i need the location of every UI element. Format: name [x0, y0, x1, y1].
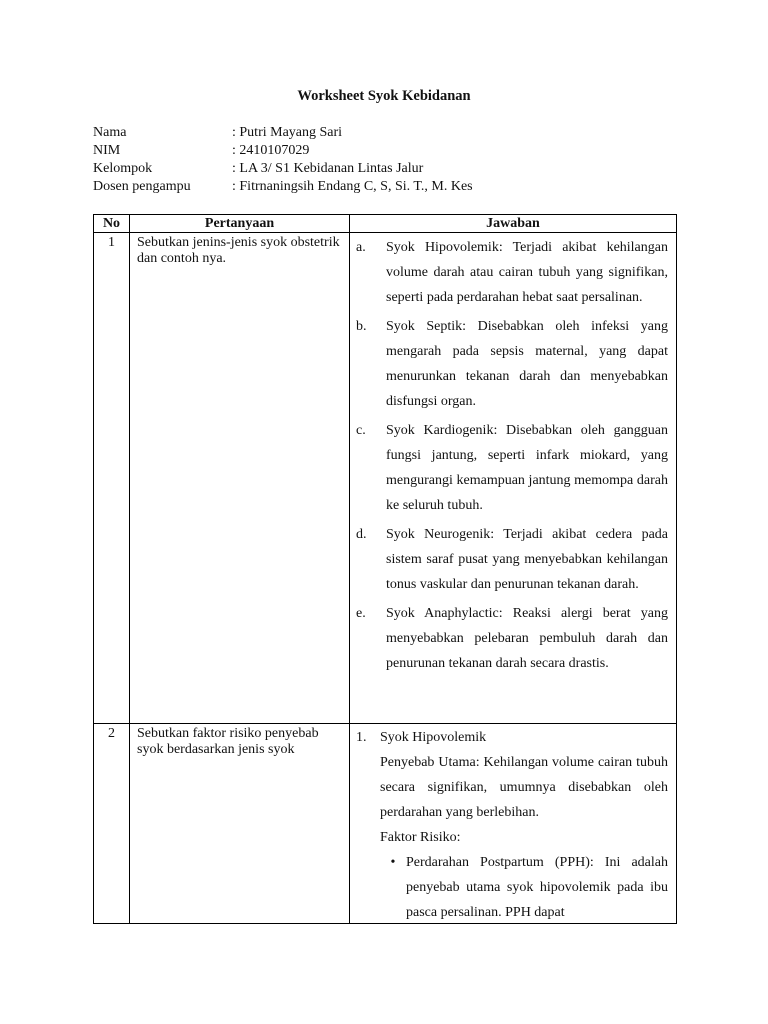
row-number: 1	[94, 233, 130, 724]
info-label: Kelompok	[93, 161, 153, 176]
table-header-row	[94, 215, 677, 233]
table-row	[94, 233, 677, 724]
item-marker: a.	[356, 240, 366, 255]
item-marker: d.	[356, 527, 367, 542]
answer-item	[356, 601, 668, 676]
item-text: Perdarahan Postpartum (PPH): Ini adalah penyebab utama syok hipovolemik pada ibu pasca persalinan. PPH dapat	[406, 855, 668, 920]
worksheet-table	[93, 214, 677, 924]
question-text: Sebutkan jenins-jenis syok obstetrik dan contoh nya.	[130, 233, 350, 724]
info-row-group	[93, 160, 473, 178]
info-value: : 2410107029	[232, 143, 310, 158]
answer-item	[356, 314, 668, 414]
risk-label: Faktor Risiko:	[380, 830, 461, 845]
header-no: No	[94, 215, 130, 233]
item-marker: e.	[356, 606, 366, 621]
item-text: Syok Hipovolemik	[380, 730, 487, 745]
cause-text: Penyebab Utama: Kehilangan volume cairan tubuh secara signifikan, umumnya disebabkan oleh perdarahan yang berlebihan.	[380, 755, 668, 820]
student-info	[93, 124, 473, 196]
item-text: Syok Neurogenik: Terjadi akibat cedera pada sistem saraf pusat yang menyebabkan kehilangan tonus vaskular dan penurunan tekanan darah.	[386, 527, 668, 592]
info-row-nim	[93, 142, 473, 160]
info-row-lecturer	[93, 178, 473, 196]
answer-item	[356, 522, 668, 597]
header-question: Pertanyaan	[130, 215, 350, 233]
info-value: : Putri Mayang Sari	[232, 125, 343, 140]
info-value: : LA 3/ S1 Kebidanan Lintas Jalur	[232, 161, 424, 176]
item-marker: b.	[356, 319, 367, 334]
answer-cell	[350, 233, 677, 724]
answer-item	[356, 418, 668, 518]
item-marker: 1.	[356, 730, 367, 745]
info-value: : Fitrnaningsih Endang C, S, Si. T., M. Kes	[232, 179, 473, 194]
question-text: Sebutkan faktor risiko penyebab syok berdasarkan jenis syok	[130, 724, 350, 924]
info-row-name	[93, 124, 473, 142]
page-title: Worksheet Syok Kebidanan	[297, 88, 471, 104]
table-row	[94, 724, 677, 924]
answer-item	[356, 235, 668, 310]
answer-cell	[350, 724, 677, 924]
item-text: Syok Kardiogenik: Disebabkan oleh gangguan fungsi jantung, seperti infark miokard, yang mengurangi kemampuan jantung memompa darah ke seluruh tubuh.	[386, 423, 668, 513]
header-answer: Jawaban	[350, 215, 677, 233]
item-text: Syok Septik: Disebabkan oleh infeksi yang mengarah pada sepsis maternal, yang dapat menurunkan tekanan darah dan menyebabkan disfungsi organ.	[386, 319, 668, 409]
info-label: NIM	[93, 143, 121, 158]
answer-heading	[356, 725, 668, 750]
item-text: Syok Hipovolemik: Terjadi akibat kehilangan volume darah atau cairan tubuh yang signifikan, seperti pada perdarahan hebat saat persalinan.	[386, 240, 668, 305]
item-text: Syok Anaphylactic: Reaksi alergi berat yang menyebabkan pelebaran pembuluh darah dan penurunan tekanan darah secara drastis.	[386, 606, 668, 671]
info-label: Dosen pengampu	[93, 179, 191, 194]
item-marker: c.	[356, 423, 366, 438]
risk-bullet	[380, 850, 668, 923]
bullet-icon: •	[390, 855, 396, 870]
info-label: Nama	[93, 125, 127, 140]
row-number: 2	[94, 724, 130, 924]
